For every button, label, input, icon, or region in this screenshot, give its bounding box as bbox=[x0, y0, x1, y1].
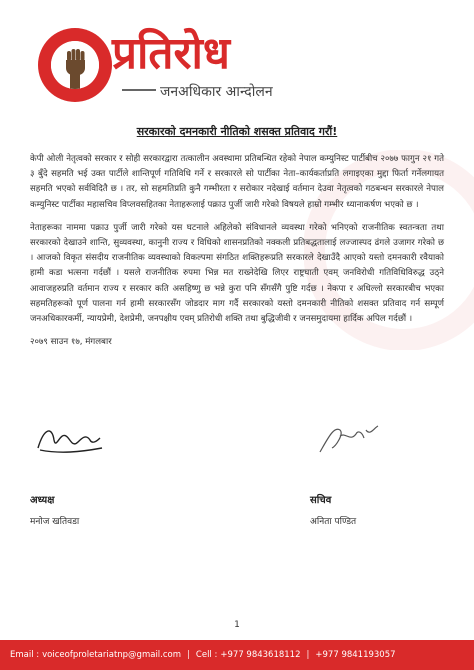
divider: | bbox=[187, 650, 190, 660]
signatory-name: अनिता पण्डित bbox=[310, 517, 357, 527]
signature-image bbox=[30, 418, 150, 458]
cell-label: Cell : bbox=[195, 650, 218, 660]
email-link[interactable]: voiceofproletariatnp@gmail.com bbox=[42, 650, 182, 660]
signatory-name: मनोज खतिवडा bbox=[30, 517, 80, 527]
statement-heading: सरकारको दमनकारी नीतिको शसक्त प्रतिवाद गरौं! bbox=[136, 125, 338, 138]
masthead bbox=[38, 28, 458, 106]
statement-body bbox=[30, 152, 444, 358]
signatory-president bbox=[30, 418, 190, 527]
divider: | bbox=[306, 650, 310, 660]
phone-number[interactable]: +977 9843618112 bbox=[220, 650, 301, 660]
brand-subtitle: जनअधिकार आन्दोलन bbox=[160, 84, 273, 100]
page-number: 1 bbox=[234, 620, 240, 630]
email-label: Email : bbox=[10, 650, 40, 660]
brand-title: प्रतिरोध bbox=[112, 28, 230, 79]
signatory-secretary bbox=[310, 418, 470, 527]
fist-logo-icon bbox=[38, 28, 112, 102]
date-line: २०७९ साउन १७, मंगलबार bbox=[30, 337, 112, 348]
paragraph: केपी ओली नेतृत्वको सरकार र सोही सरकारद्वारा तत्कालीन अवस्थामा प्रतिबन्धित रहेको नेपाल कम्युनिस्ट पार्टीबीच २०७७ फागुन २१ गते ३ बुँदे सहमति भई उक्त पार्टीले शान्तिपूर्ण गतिविधि गर्ने र सरकारले सो पार्टीका नेता–कार्यकर्ताप्रति लगाइएका मुद्दा फिर्ता गर्नेलगायत सहमति भएको सर्वविदितै छ । तर, सो सहमतिप्रति कुनै गम्भीरता र सरोकार नदेखाई वर्तमान देउवा नेतृत्वको गठबन्धन सरकारले नेपाल कम्युनिस्ट पार्टीका महासचिव विप्लवसहितका नेताहरूलाई पक्राउ पुर्जी जारी गरेको विषयले हाम्रो गम्भीर ध्यानाकर्षण भएको छ । bbox=[30, 154, 444, 210]
signature-image bbox=[310, 418, 430, 458]
footer-bar bbox=[0, 640, 474, 670]
signatory-title: अध्यक्ष bbox=[30, 495, 55, 506]
phone-number[interactable]: +977 9841193057 bbox=[315, 650, 396, 660]
divider bbox=[122, 89, 156, 91]
signatory-title: सचिव bbox=[310, 495, 332, 506]
paragraph: नेताहरूका नाममा पक्राउ पुर्जी जारी गरेको यस घटनाले अहिलेको संविधानले व्यवस्था गरेको भनिएको राजनीतिक स्वतन्त्रता तथा सरकारको देखाउने शान्ति, सुव्यवस्था, कानुनी राज्य र विधिको शासनप्रतिको नक्कली प्रतिबद्धतालाई लज्जास्पद ढंगले उजागर गरेको छ । आजको विकृत संसदीय राजनीतिक व्यवस्थाको विकल्पमा संगठित शक्तिहरूप्रति सरकारले देखाउँदै आएको यस्तो दमनकारी रवैयाको हामी कडा भत्सना गर्दछौं । यसले राजनीतिक रुपमा भिन्न मत राख्नेदेखि लिएर राष्ट्रघाती एवम् जनविरोधी गतिविधिविरुद्ध उठ्ने आवाजहरुप्रति वर्तमान राज्य र सरकार कति असहिष्णु छ भन्ने कुरा पनि सँगसँगै पुष्टि गर्दछ । नेकपा र अधिल्लो सरकारबीच भएका सहमतिहरूको पूर्ण पालना गर्न हामी सरकारसँग जोडदार माग गर्दै सरकारको यस्तो दमनकारी नीतिको शसक्त प्रतिवाद गर्न सम्पूर्ण जनअधिकारकर्मी, न्यायप्रेमी, देशप्रेमी, जनपक्षीय एवम् प्रतिरोधी शक्ति तथा बुद्धिजीवी र जनसमुदायमा हार्दिक अपिल गर्दछौं । bbox=[30, 222, 444, 325]
